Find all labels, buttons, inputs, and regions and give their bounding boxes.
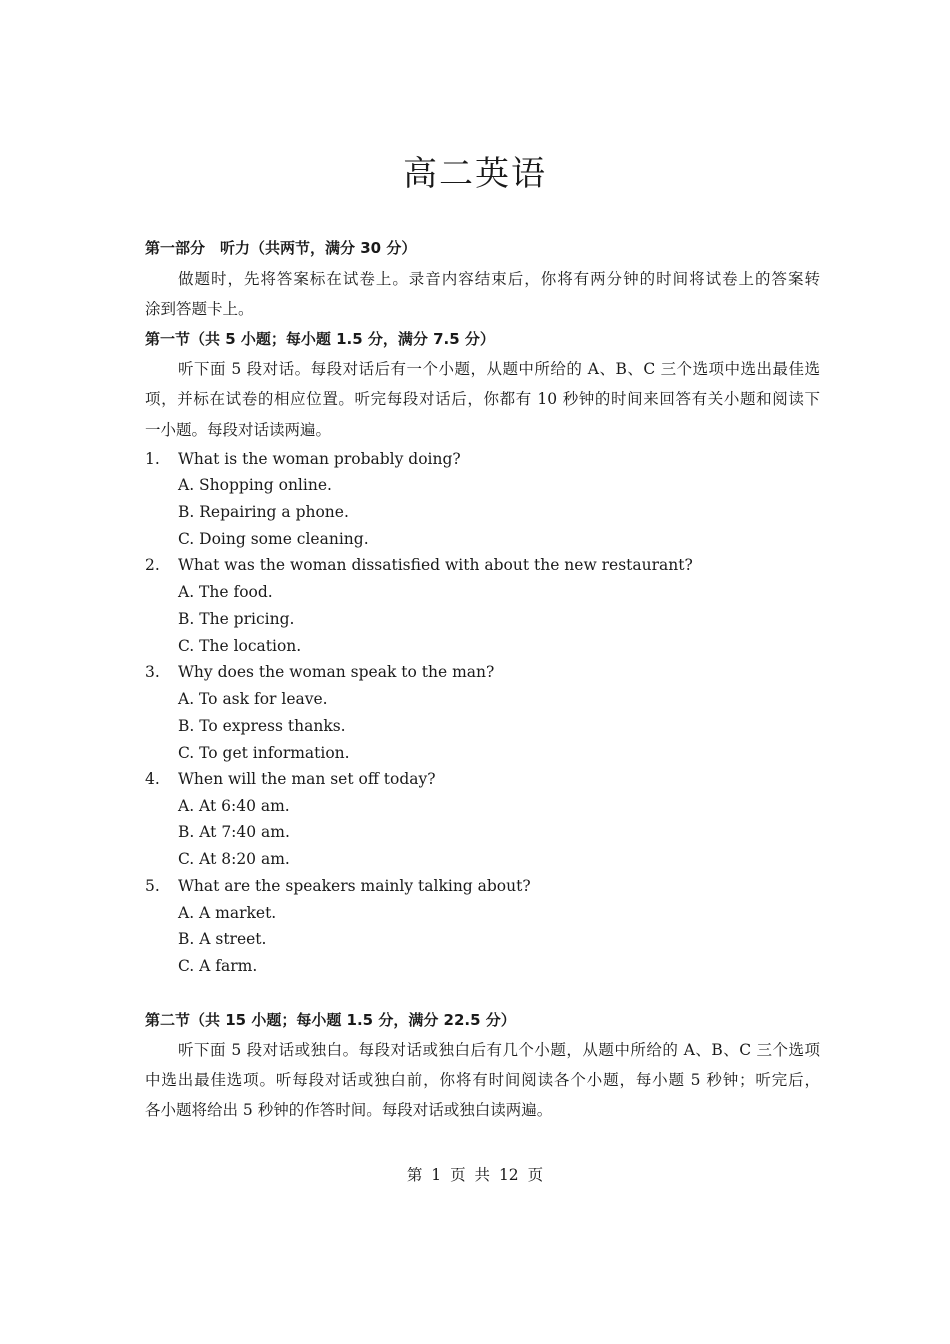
option-b: B. Repairing a phone. xyxy=(178,503,349,521)
part1-instruction-line1: 做题时，先将答案标在试卷上。录音内容结束后，你将有两分钟的时间将试卷上的答案转 xyxy=(178,270,820,288)
option-a: A. The food. xyxy=(178,583,273,601)
question-number: 3. xyxy=(145,663,160,681)
section1-instruction-line3: 一小题。每段对话读两遍。 xyxy=(145,421,332,439)
question-text: Why does the woman speak to the man? xyxy=(178,663,495,681)
option-a: A. A market. xyxy=(178,904,277,922)
option-c: C. To get information. xyxy=(178,744,350,762)
page-title: 高二英语 xyxy=(403,154,547,194)
part1-instruction-line2: 涂到答题卡上。 xyxy=(145,300,254,318)
section1-instruction-line2: 项，并标在试卷的相应位置。听完每段对话后，你都有 10 秒钟的时间来回答有关小题和阅读下 xyxy=(145,390,820,408)
option-c: C. At 8:20 am. xyxy=(178,850,290,868)
question-text: When will the man set off today? xyxy=(178,770,436,788)
option-c: C. Doing some cleaning. xyxy=(178,530,369,548)
question-number: 5. xyxy=(145,877,160,895)
question-text: What are the speakers mainly talking about? xyxy=(178,877,531,895)
question-number: 4. xyxy=(145,770,160,788)
section2-instruction-line2: 中选出最佳选项。听每段对话或独白前，你将有时间阅读各个小题，每小题 5 秒钟；听完后， xyxy=(145,1071,820,1089)
option-b: B. The pricing. xyxy=(178,610,295,628)
option-c: C. A farm. xyxy=(178,957,258,975)
section1-instruction-line1: 听下面 5 段对话。每段对话后有一个小题，从题中所给的 A、B、C 三个选项中选出最佳选 xyxy=(178,360,820,378)
option-c: C. The location. xyxy=(178,637,302,655)
part1-heading: 第一部分 听力（共两节，满分 30 分） xyxy=(145,239,417,257)
question-text: What is the woman probably doing? xyxy=(178,450,461,468)
option-b: B. At 7:40 am. xyxy=(178,823,290,841)
page-number-footer: 第 1 页 共 12 页 xyxy=(406,1166,544,1184)
section2-instruction-line1: 听下面 5 段对话或独白。每段对话或独白后有几个小题，从题中所给的 A、B、C 三个选项 xyxy=(178,1041,820,1059)
section2-instruction-line3: 各小题将给出 5 秒钟的作答时间。每段对话或独白读两遍。 xyxy=(145,1101,553,1119)
question-number: 2. xyxy=(145,556,160,574)
option-b: B. To express thanks. xyxy=(178,717,346,735)
option-b: B. A street. xyxy=(178,930,267,948)
option-a: A. Shopping online. xyxy=(178,476,332,494)
question-number: 1. xyxy=(145,450,160,468)
section2-heading: 第二节（共 15 小题；每小题 1.5 分，满分 22.5 分） xyxy=(145,1011,516,1029)
option-a: A. To ask for leave. xyxy=(178,690,328,708)
question-text: What was the woman dissatisfied with about the new restaurant? xyxy=(178,556,693,574)
option-a: A. At 6:40 am. xyxy=(178,797,290,815)
section1-heading: 第一节（共 5 小题；每小题 1.5 分，满分 7.5 分） xyxy=(145,330,495,348)
